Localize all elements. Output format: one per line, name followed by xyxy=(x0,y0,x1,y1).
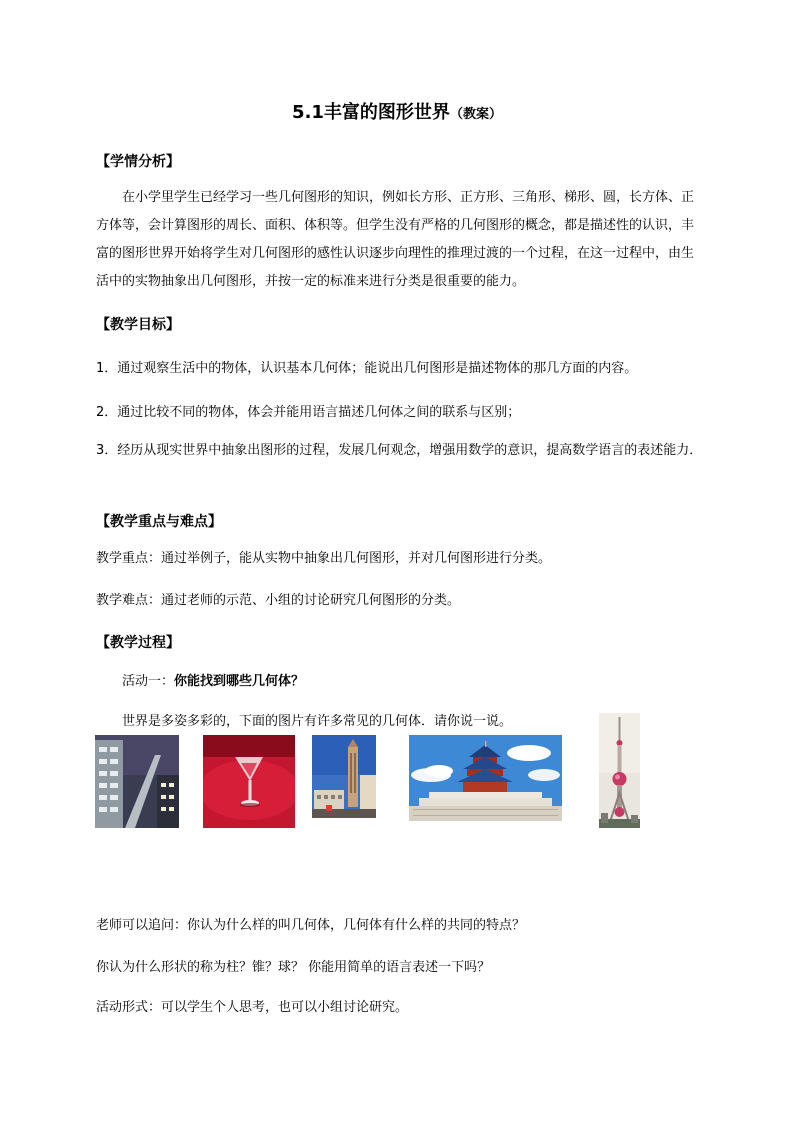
martini-glass-photo xyxy=(203,735,295,828)
tower-building-photo xyxy=(312,735,376,818)
question-1: 老师可以追问：你认为什么样的叫几何体，几何体有什么样的共同的特点？ xyxy=(96,918,526,933)
goal-item-2: 2．通过比较不同的物体，体会并能用语言描述几何体之间的联系与区别； xyxy=(96,405,521,420)
temple-of-heaven-photo xyxy=(409,735,562,821)
activity-label: 活动一： xyxy=(122,674,175,689)
activity-title: 你能找到哪些几何体？ xyxy=(174,674,305,689)
activity-intro: 世界是多姿多彩的，下面的图片有许多常见的几何体．请你说一说。 xyxy=(122,714,513,729)
section-heading-keypoints: 【教学重点与难点】 xyxy=(96,514,222,530)
section-heading-process: 【教学过程】 xyxy=(96,635,180,651)
building-photo xyxy=(95,735,179,828)
key-difficulty: 教学难点：通过老师的示范、小组的讨论研究几何图形的分类。 xyxy=(96,593,461,608)
activity-form: 活动形式：可以学生个人思考，也可以小组讨论研究。 xyxy=(96,1000,409,1015)
title-main: 5.1丰富的图形世界 xyxy=(292,102,450,123)
activity-one xyxy=(122,668,732,696)
goal-item-1: 1．通过观察生活中的物体，认识基本几何体；能说出几何图形是描述物体的那几方面的内容。 xyxy=(96,361,638,376)
goal-item-3: 3．经历从现实世界中抽象出图形的过程，发展几何观念，增强用数学的意识，提高数学语言的表述能力． xyxy=(96,443,703,458)
analysis-paragraph: 在小学里学生已经学习一些几何图形的知识，例如长方形、正方形、三角形、梯形、圆，长方体、正方体等，会计算图形的周长、面积、体积等。但学生没有严格的几何图形的概念，都是描述性的认识，丰富的图形世界开始将学生对几何图形的感性认识逐步向理性的推理过渡的一个过程，在这一过程中，由生活中的实物抽象出几何图形，并按一定的标准来进行分类是很重要的能力。 xyxy=(96,190,695,289)
question-2: 你认为什么形状的称为柱？锥？球？ 你能用简单的语言表述一下吗？ xyxy=(96,960,491,975)
section-heading-analysis: 【学情分析】 xyxy=(96,154,180,170)
section-heading-goals: 【教学目标】 xyxy=(96,317,180,333)
page-title xyxy=(0,98,794,124)
tv-tower-photo xyxy=(599,713,640,828)
title-sub: （教案） xyxy=(449,107,502,122)
key-focus: 教学重点：通过举例子，能从实物中抽象出几何图形，并对几何图形进行分类。 xyxy=(96,551,552,566)
